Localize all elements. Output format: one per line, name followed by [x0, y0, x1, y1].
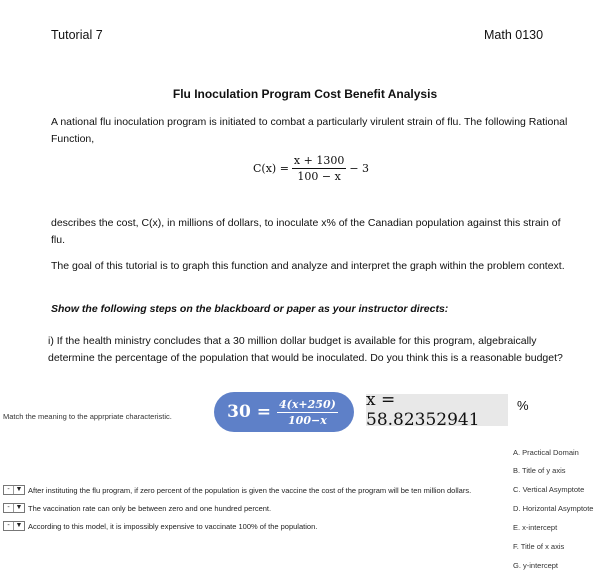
rational-function	[253, 154, 369, 183]
formula-numerator: x + 1300	[293, 154, 345, 167]
match-row	[3, 520, 317, 532]
answer-value: x = 58.82352941	[366, 394, 508, 426]
page-title: Flu Inoculation Program Cost Benefit Analysis	[172, 87, 438, 101]
formula-fraction	[292, 154, 346, 183]
formula-denominator: 100 − x	[297, 170, 341, 183]
formula-tail: − 3	[349, 162, 370, 175]
match-instruction: Match the meaning to the apprpriate characteristic.	[3, 412, 172, 421]
header-right: Math 0130	[484, 28, 544, 42]
match-row	[3, 502, 271, 514]
chevron-down-icon: ▼	[15, 486, 23, 493]
option-item: F. Title of x axis	[513, 542, 565, 551]
match-row	[3, 484, 471, 496]
chevron-down-icon: ▼	[15, 504, 23, 511]
match-select[interactable]: - ▼	[3, 503, 25, 513]
option-item: A. Practical Domain	[513, 448, 579, 457]
equation-lhs: 30 =	[227, 402, 271, 422]
match-select[interactable]: - ▼	[3, 521, 25, 531]
chevron-down-icon: ▼	[15, 522, 23, 529]
question-text: i) If the health ministry concludes that a 30 million dollar budget is available for this program, algebraically determine the percentage of the population that would be inoculated. Do you think this is a reasonable budget?	[48, 335, 563, 364]
header-left: Tutorial 7	[51, 28, 103, 42]
option-item: B. Title of y axis	[513, 466, 566, 475]
answer-unit: %	[517, 398, 529, 413]
steps-instruction: Show the following steps on the blackboard or paper as your instructor directs:	[51, 303, 449, 315]
goal-text: The goal of this tutorial is to graph this function and analyze and interpret the graph within the problem context.	[51, 260, 565, 272]
option-item: C. Vertical Asymptote	[513, 485, 585, 494]
formula-lhs: C(x) =	[253, 162, 289, 175]
equation-fraction	[277, 398, 338, 427]
match-text: After instituting the flu program, if zero percent of the population is given the vaccine the cost of the program will be ten million dollars.	[28, 485, 472, 495]
match-text: The vaccination rate can only be between zero and one hundred percent.	[28, 503, 272, 513]
equation-denominator: 100−x	[288, 413, 327, 427]
option-item: E. x-intercept	[513, 523, 558, 532]
match-select[interactable]: - ▼	[3, 485, 25, 495]
equation-pill	[214, 392, 354, 432]
equation-numerator: 4(x+250)	[279, 397, 336, 411]
option-item: G. y-intercept	[513, 561, 559, 570]
describes-text: describes the cost, C(x), in millions of dollars, to inoculate x% of the Canadian population against this strain of flu.	[51, 217, 561, 246]
intro-text: A national flu inoculation program is initiated to combat a particularly virulent strain of flu. The following Rational Function,	[51, 116, 568, 145]
match-text: According to this model, it is impossibly expensive to vaccinate 100% of the population.	[28, 521, 318, 531]
option-item: D. Horizontal Asymptote	[513, 504, 594, 513]
